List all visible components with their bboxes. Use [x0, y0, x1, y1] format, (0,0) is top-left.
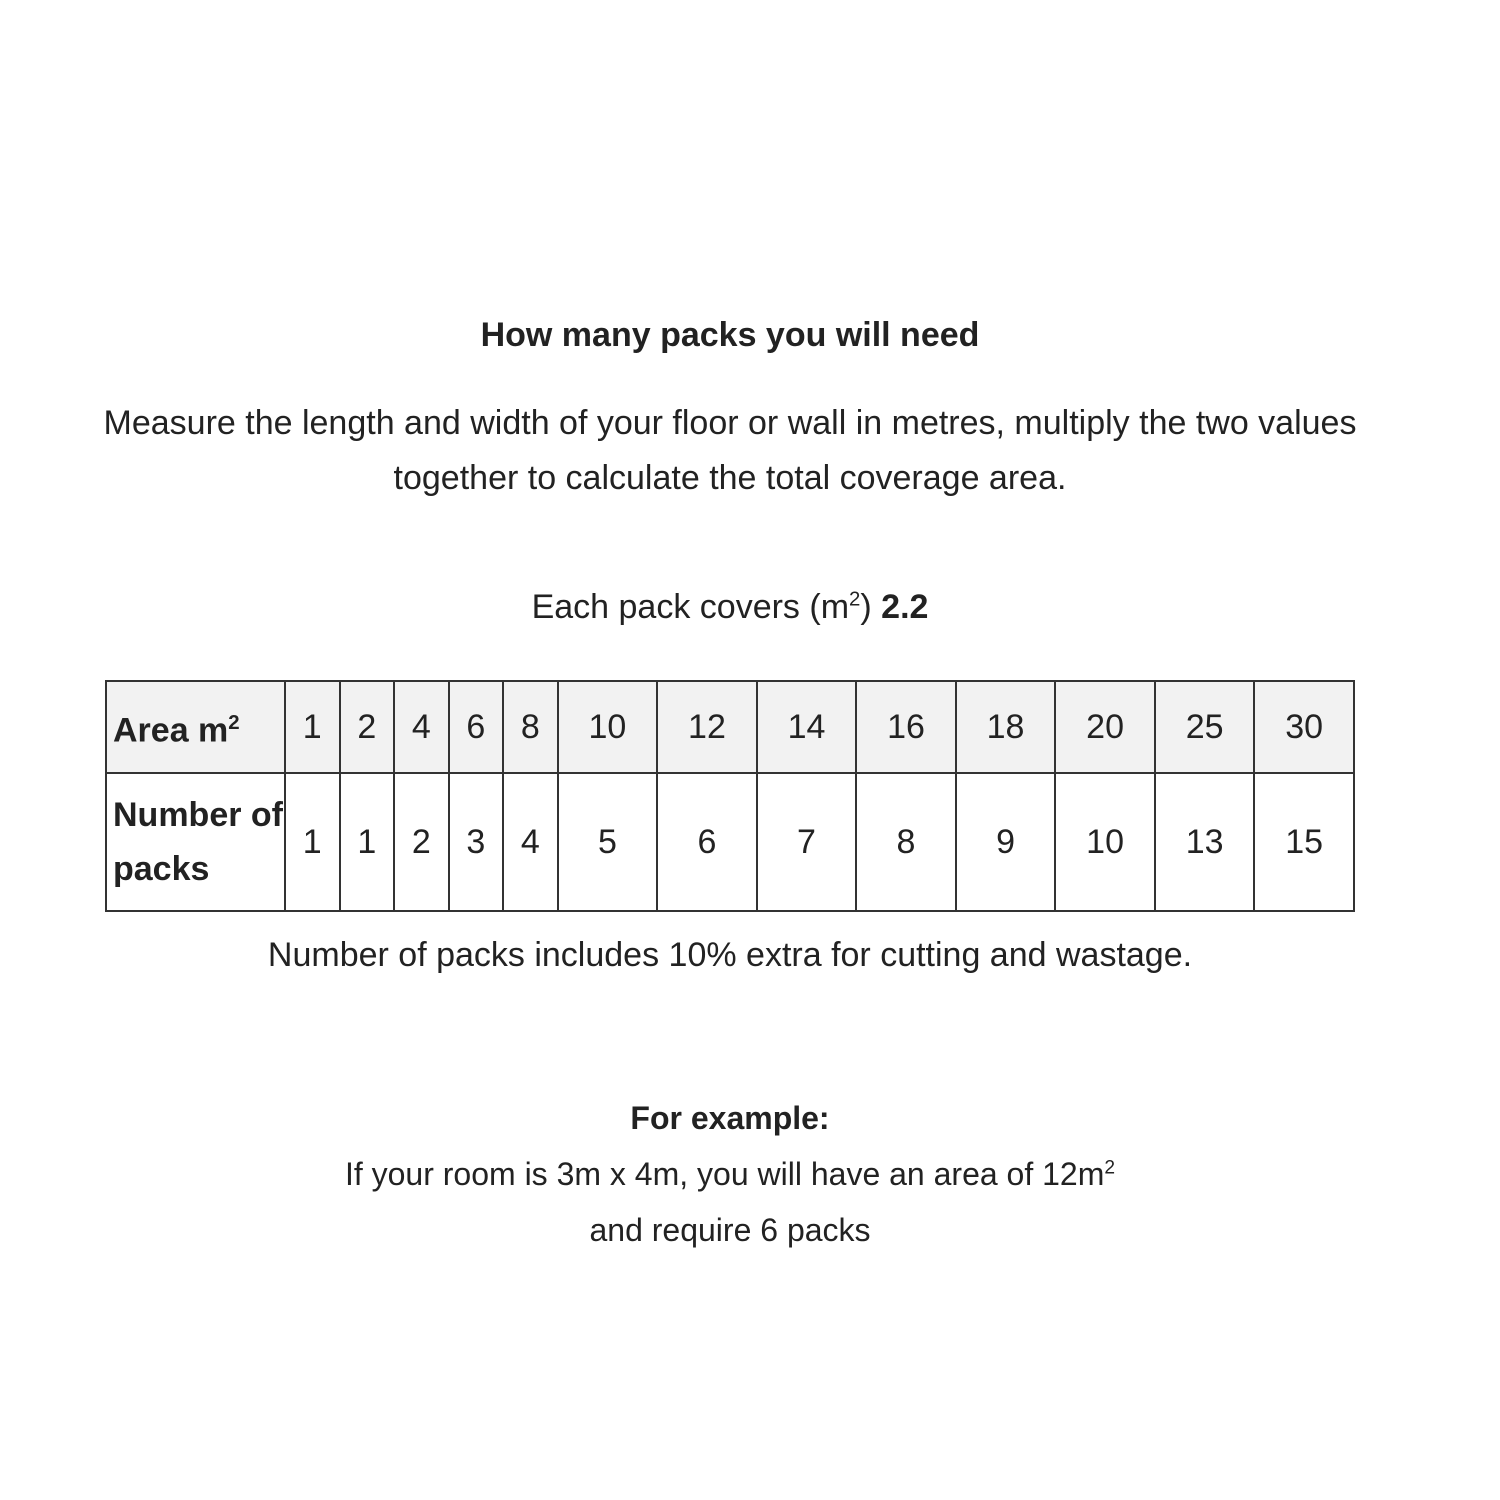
packs-table: [105, 680, 1355, 912]
area-header: [106, 681, 285, 773]
superscript: 2: [1104, 1157, 1116, 1179]
area-cell: 18: [956, 681, 1056, 773]
area-cell: 6: [449, 681, 504, 773]
cover-label-end: ): [860, 588, 872, 626]
example-heading: For example:: [630, 1100, 830, 1136]
area-cell: 12: [657, 681, 757, 773]
packs-cell: 2: [394, 773, 449, 911]
packs-cell: 3: [449, 773, 504, 911]
packs-header: Number of packs: [106, 773, 285, 911]
area-header-label: Area m: [113, 711, 229, 750]
packs-cell: 15: [1254, 773, 1354, 911]
area-cell: 10: [558, 681, 658, 773]
page-title: How many packs you will need: [480, 316, 980, 354]
packs-cell: 7: [757, 773, 857, 911]
cover-label: Each pack covers (m: [531, 588, 850, 626]
packs-cell: 5: [558, 773, 658, 911]
superscript: 2: [849, 588, 861, 611]
pack-coverage: [0, 588, 1460, 627]
example-line-1-text: If your room is 3m x 4m, you will have an area of 12m: [344, 1156, 1105, 1192]
cover-value: 2.2: [881, 588, 929, 626]
area-cell: 2: [340, 681, 395, 773]
intro-text: Measure the length and width of your floor or wall in metres, multiply the two values together to calculate the total coverage area.: [103, 404, 1357, 497]
note: Number of packs includes 10% extra for cutting and wastage.: [267, 936, 1193, 974]
packs-cell: 10: [1055, 773, 1155, 911]
packs-cell: 13: [1155, 773, 1255, 911]
packs-cell: 1: [285, 773, 340, 911]
packs-cell: 6: [657, 773, 757, 911]
area-cell: 8: [503, 681, 558, 773]
area-cell: 1: [285, 681, 340, 773]
packs-cell: 9: [956, 773, 1056, 911]
example-line-1: [0, 1156, 1460, 1193]
example-line-2: and require 6 packs: [589, 1212, 871, 1248]
packs-cell: 4: [503, 773, 558, 911]
packs-cell: 8: [856, 773, 956, 911]
area-cell: 25: [1155, 681, 1255, 773]
area-cell: 4: [394, 681, 449, 773]
area-cell: 30: [1254, 681, 1354, 773]
area-cell: 20: [1055, 681, 1155, 773]
superscript: 2: [228, 712, 240, 735]
packs-cell: 1: [340, 773, 395, 911]
area-cell: 16: [856, 681, 956, 773]
area-cell: 14: [757, 681, 857, 773]
